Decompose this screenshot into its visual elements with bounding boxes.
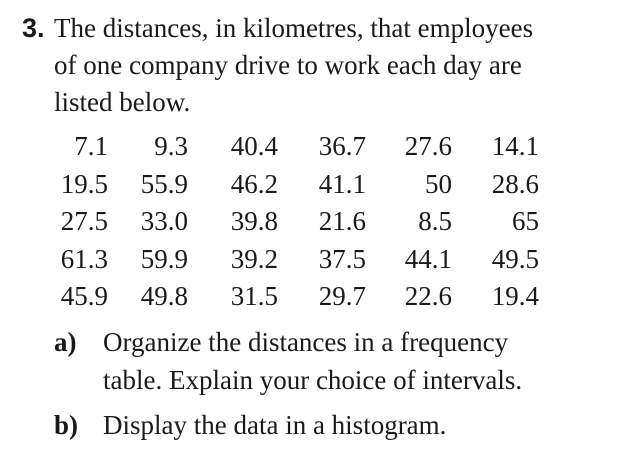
data-cell: 22.6 bbox=[404, 281, 452, 311]
distance-data-table bbox=[54, 128, 539, 316]
part-a-text-line-2: table. Explain your choice of intervals. bbox=[103, 365, 523, 395]
data-cell: 50 bbox=[425, 168, 452, 199]
data-cell: 7.1 bbox=[74, 131, 108, 161]
part-a-text-line-1: Organize the distances in a frequency bbox=[103, 327, 509, 357]
data-cell: 49.8 bbox=[140, 281, 188, 311]
data-cell: 14.1 bbox=[491, 131, 539, 161]
data-cell: 46.2 bbox=[230, 168, 278, 199]
data-cell: 39.8 bbox=[230, 206, 278, 236]
data-cell: 29.7 bbox=[318, 281, 366, 311]
problem-number: 3. bbox=[22, 13, 45, 43]
data-cell: 41.1 bbox=[318, 168, 366, 199]
data-cell: 27.6 bbox=[404, 131, 452, 161]
data-cell: 49.5 bbox=[491, 243, 539, 274]
part-a-label: a) bbox=[54, 327, 77, 357]
data-cell: 45.9 bbox=[60, 281, 108, 311]
data-cell: 39.2 bbox=[230, 243, 278, 274]
part-b-label: b) bbox=[54, 410, 79, 440]
data-cell: 59.9 bbox=[140, 243, 188, 274]
data-cell: 65 bbox=[512, 206, 539, 236]
data-cell: 40.4 bbox=[230, 131, 278, 161]
data-cell: 19.5 bbox=[60, 168, 108, 199]
data-cell: 27.5 bbox=[60, 206, 108, 236]
data-cell: 33.0 bbox=[140, 206, 188, 236]
data-row bbox=[54, 128, 539, 166]
part-b-text-line-1: Display the data in a histogram. bbox=[103, 410, 447, 440]
data-cell: 36.7 bbox=[318, 131, 366, 161]
data-row bbox=[54, 278, 539, 316]
data-cell: 61.3 bbox=[60, 243, 108, 274]
data-cell: 28.6 bbox=[491, 168, 539, 199]
data-cell: 31.5 bbox=[230, 281, 278, 311]
data-row bbox=[54, 203, 539, 241]
data-cell: 9.3 bbox=[154, 131, 188, 161]
problem-stem-line-2: of one company drive to work each day are bbox=[54, 50, 522, 80]
problem-stem-line-1: The distances, in kilometres, that employees bbox=[54, 13, 534, 43]
data-cell: 19.4 bbox=[491, 281, 539, 311]
data-cell: 55.9 bbox=[140, 168, 188, 199]
data-cell: 37.5 bbox=[318, 243, 366, 274]
problem-stem-line-3: listed below. bbox=[54, 87, 191, 117]
data-cell: 8.5 bbox=[418, 206, 452, 236]
data-cell: 44.1 bbox=[404, 243, 452, 274]
data-cell: 21.6 bbox=[318, 206, 366, 236]
data-row bbox=[54, 166, 539, 204]
data-row bbox=[54, 241, 539, 279]
